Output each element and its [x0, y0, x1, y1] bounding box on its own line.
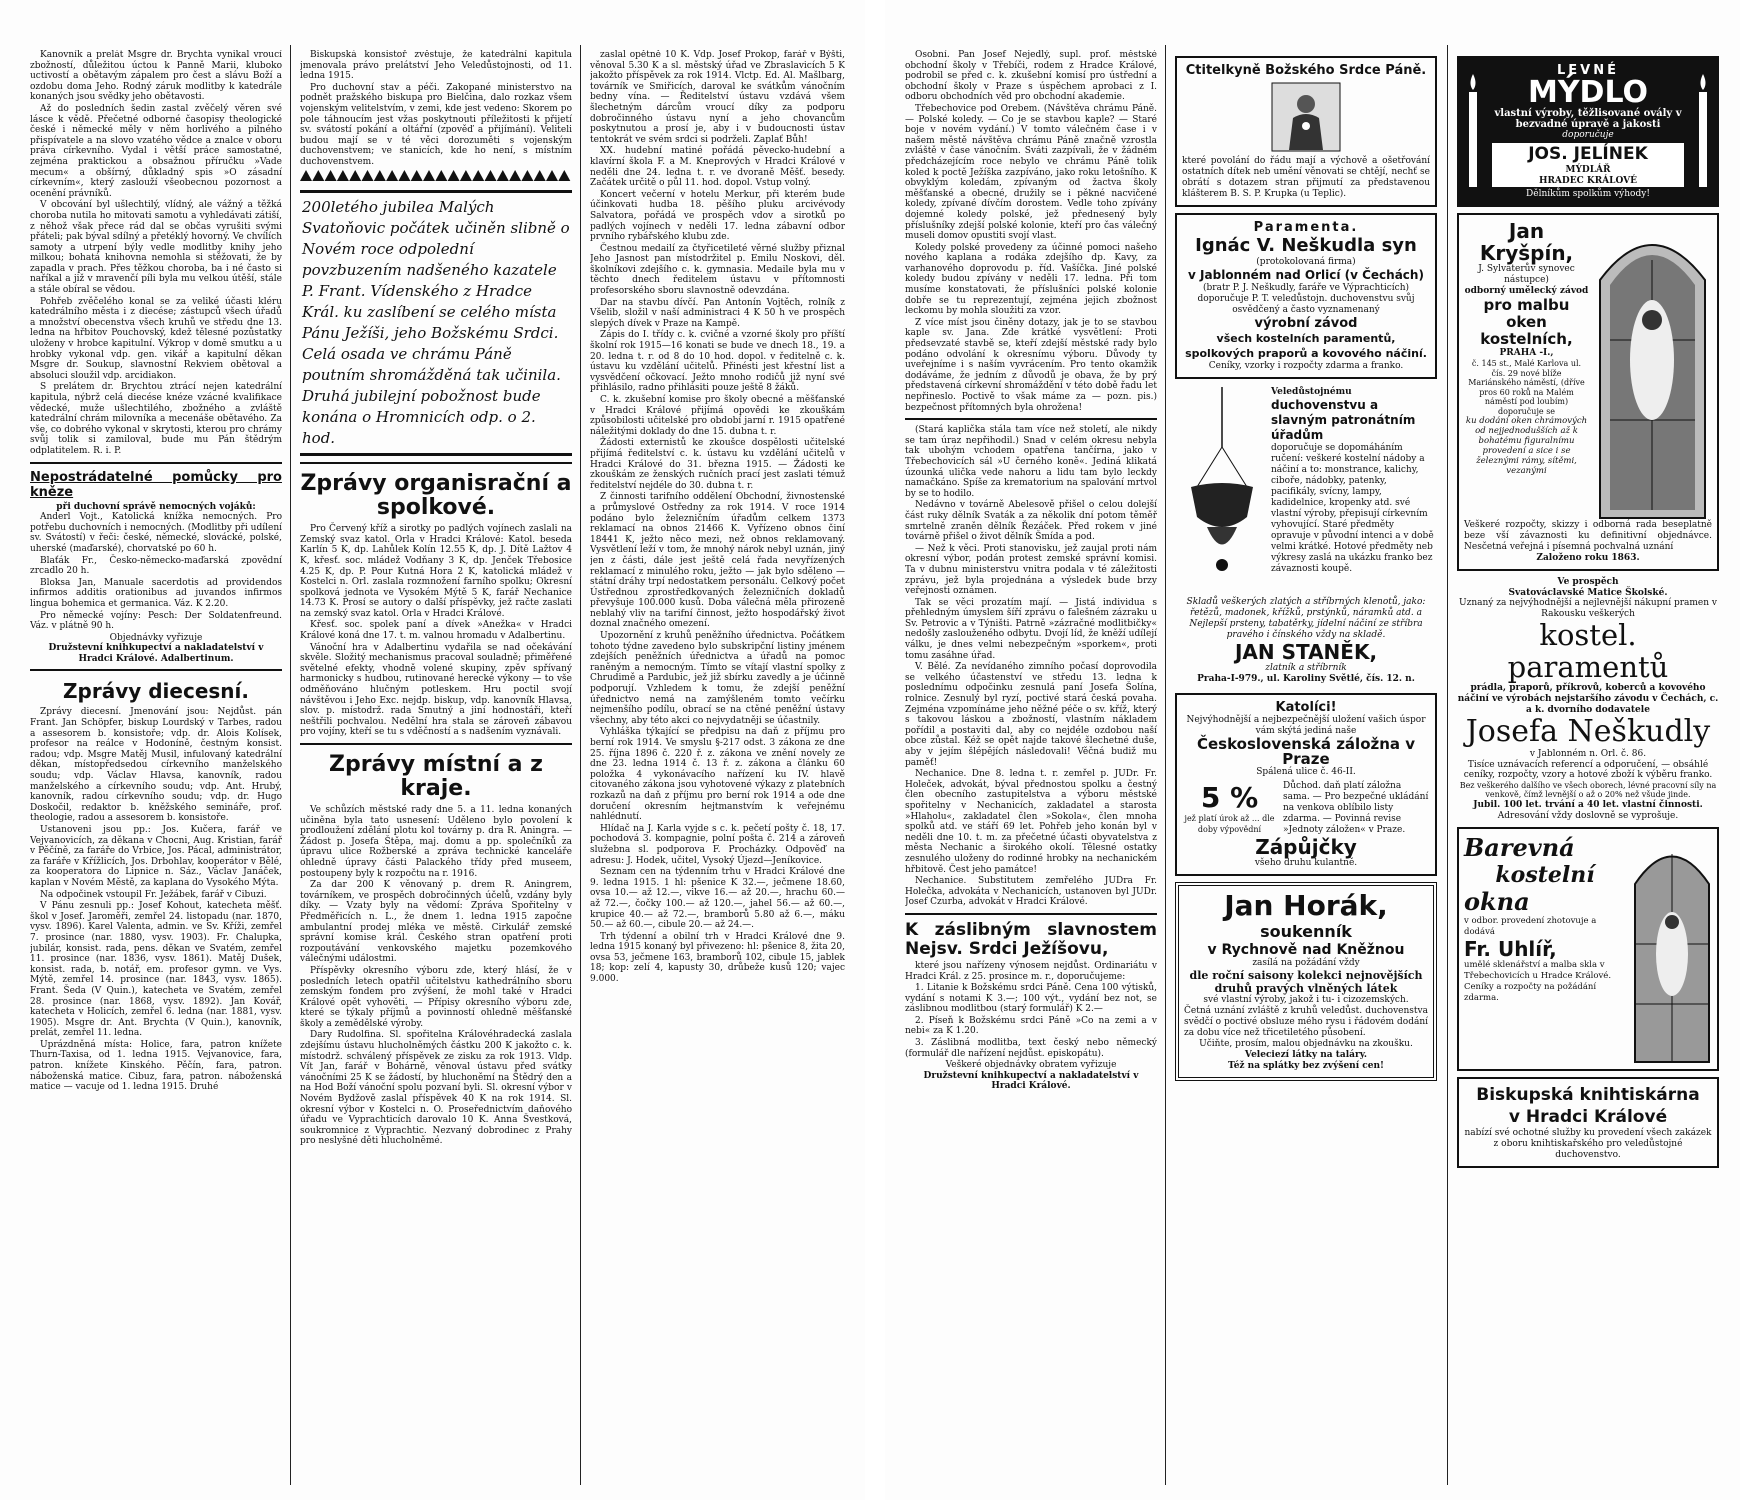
ad-line: nabízí své ochotné služby ku provedení všech zakázek z oboru knihtiskařského pro veledůstojné duchovenstvo.: [1464, 1128, 1712, 1161]
column-rule: [290, 45, 291, 1485]
ad-footer: Ceníky, vzorky i rozpočty zdarma a franko.: [1208, 361, 1404, 371]
article-paragraph: Uprázdněná místa: Holice, fara, patron knížete Thurn-Taxisa, od 1. ledna 1915. Vejvanovice, fara, patron. knížete Kinského. Pěčín, fara, patron. náboženská matice. Cibuz, fara, patron. náboženská matice — vacuje od 1. ledna 1915. Druhé: [30, 1039, 282, 1093]
article-paragraph: Nechanice. Substitutem zemřelého JUDra Fr. Holečka, advokáta v Nechanicích, ustanoven byl JUDr. Josef Czurba, advokát v Hradci Králové.: [905, 876, 1157, 908]
section-heading: Zprávy místní a z kraje.: [329, 752, 543, 801]
divider: [30, 669, 282, 671]
ad-text: které povolání do řádu mají a výchově a ošetřování ostatních dítek neb umění věnovati se chtějí, nechť se obrátí s dotazem stran přijmutí za představenou klášterem B. S. P. Krupka (u Teplic).: [1182, 156, 1430, 199]
ad-jan-stanek: [1175, 385, 1437, 687]
ad-line: ku dodání oken chrámových od nejjednodušších až k bohatému figuralnímu provedení a sice i se železnými rámy, sítěmi, vezanými: [1465, 416, 1588, 476]
right-column-1: [905, 50, 1157, 1480]
ad-big-title: kostel. paramentů: [1507, 618, 1669, 685]
ad-line: v Hradci Králové: [1508, 1107, 1668, 1128]
article-paragraph: Nedávno v továrně Abelesově přišel o celou dolejší část ruky dělník Svaták a za několik dní potom těměř smrtelně zraněn dělník Řezáček. Před rokem v jiné továrně přišel o život dělník Šmída a pod.: [905, 500, 1157, 543]
ad-item: Veškeré objednávky obratem vyřizuje: [945, 1060, 1117, 1071]
ad-text: (bratr P. J. Neškudly, faráře ve Výprachticích) doporučuje P. T. veledůstojn. duchovenstvu svůj osvědčený a často vyznamenaný: [1197, 283, 1415, 315]
article-paragraph: Seznam cen na týdenním trhu v Hradci Králové dne 9. ledna 1915. 1 hl: pšenice K 32.—, ječmene 18.60, ovsa 10.— až 12.—, vikve 16.— až 20.—, hrachu 60.— až 72.—, čočky 100.— až 120.—, jahel 56.— až 60.—, krupice 40.— až 72.—, bramborů 5.80 až 6.—, máku 50.— až 60.—, cibule 20.— až 24.—.: [590, 867, 845, 931]
ad-text: Veškeré rozpočty, skizzy i odborná rada beseplatně beze vší závaznosti ku definitivní objednávce. Nesčetná veřejná i písemná pochvalná uznání: [1464, 520, 1712, 552]
stained-window-icon: [1595, 220, 1710, 520]
ad-line: Ceníky a rozpočty na požádání zdarma.: [1464, 982, 1597, 1004]
orders-line: Objednávky vyřizuje: [109, 632, 203, 643]
ad-text: své vlastní výroby, jakož i tu- i cizozemských.: [1203, 995, 1409, 1005]
divider: [905, 418, 1157, 420]
article-paragraph: Tak se věci prozatím mají. — Jistá individua s přehledným úmyslem šíří zprávu o falešném zázraku u Sv. Petrovic a v Týništi. Patrně »zázračné modlitbičky« nedošly zaslouženého odbytu. Dvojí líd, že kněží udílejí válku, je dnes velmi nebezpečným »sporkem«, proti tomu zasáhne úřad.: [905, 597, 1157, 661]
ad-line: HRADEC KRÁLOVÉ: [1538, 176, 1638, 186]
page-gutter: [865, 0, 885, 1500]
ad-line: prádla, praporů, příkrovů, koberců a kovového náčiní ve výrobách nejstaršího závodu v Čechách, c. a k. dvorního dodavatele: [1457, 683, 1719, 715]
article-paragraph: (Stará kaplička stála tam více než století, ale nikdy se tam úraz nepřihodil.) Snad v celém okresu nebyla tak ubohým vchodem opatřena tančírna, jako v Třebechovicích sál »U černého koně«. Jediná klikatá úzounká ulička vede nahoru a lidu tam bylo leckdy namačkáno. Spíše za krematorium na spalování mrtvol by se to hodilo.: [905, 425, 1157, 499]
article-paragraph: Ustanoveni jsou pp.: Jos. Kučera, farář ve Vejvanovicích, za děkana v Chocni, Aug. Kristian, farář v Pěčíně, za faráře do Vrbice, Jos. Pácal, administrátor, za faráře v Křížlicích, Jos. Drbohlav, kooperátor v Bělé, za kooperatora do Lipnice n. Sáz., Václav Janáček, kaplan v Novém Městě, za kaplana do Vysokého Mýta.: [30, 825, 282, 888]
article-paragraph: Křesť. soc. spolek paní a dívek »Anežka« v Hradci Králové koná dne 17. t. m. valnou hromadu v Adalbertinu.: [300, 620, 572, 642]
ad-firm: (protokolovaná firma): [1256, 257, 1356, 267]
article-paragraph: Na odpočinek vstoupil Fr. Ježábek, farář v Cibuzi.: [40, 889, 267, 900]
ad-subtitle: všech kostelních paramentů, spolkových praporů a kovového náčiní.: [1185, 332, 1427, 360]
article-paragraph: Z více míst jsou činěny dotazy, jak je to se stavbou kaple sv. Jana. Zde krátké vysvětlení: Proti předsevzaté stavbě se, kteří zdejší městské rady bylo podáno odvolání k okresnímu výboru. Důvody ty uveřejníme i s naším vyvrácením. Pro tento okamžik dodáváme, že jedním z důvodů je obava, že by prý představená církevní shromáždění v této době řadu let nepřineslo. Poctivě to však máme za — pozn. pis.) bezpečnost přítomných byla ohrožena!: [905, 317, 1157, 413]
ad-subtitle: zlatník a stříbrník: [1265, 663, 1347, 673]
article-paragraph: zaslal opětně 10 K. Vdp. Josef Prokop, farář v Býšti, věnoval 5.30 K a sl. městský úřad ve Zbraslavicích 5 K jakožto příspěvek za rok 1914. Vlctp. Ed. Al. Mašlbarg, továrník ve Smiřicích, daroval ke svátkům vánočním bedny vína. — Ředitelství ústavu vzdává všem šlechetným dárcům vroucí díky za podporu dobročinného ústavu nyní a jeho chovancům poskytnutou a prosí je, aby i v budoucnosti ústav tentokrát ve svém srdci si podrželi. Zaplať Bůh!: [590, 50, 845, 145]
ad-name: Fr. Uhlíř,: [1464, 937, 1557, 962]
article-paragraph: Zprávy diecesní. Jmenování jsou: Nejdůst. pán Frant. Jan Schöpfer, biskup Lourdský v Tarbes, radou a assesorem b. konsistoře; vdp. dr. Alois Kolísek, profesor na reálce v Hodoníně, čestným konsist. radou; vdp. Msgre Matěj Musil, infulovaný katedrální děkan, místopředsedou církevního manželského soudu; vdp. Václav Hlavsa, kanovník, radou manželského a církevního soudu; vdp. Ant. Hrubý, kanovník, radou církevního soudu; vdp. dr. Hugo Doskočil, redaktor b. kněžského semináře, prof. theologie, radou a assesorem b. konsistoře.: [30, 707, 282, 824]
ad-name: Josefa Neškudly: [1465, 714, 1711, 750]
ad-line: Tisíce uznávacích referencí a odporučení, — obsáhlé ceníky, rozpočty, vzory a hotové zboží k výběru franko.: [1463, 759, 1713, 781]
article-paragraph: Osobní. Pan Josef Nejedlý, supl. prof. městské obchodní školy v Třebíči, rodem z Hradce Králové, podrobil se před c. k. zkušební komisí pro ústřední a obchodní školy v Praze s úspěchem aprobaci z I. odboru obchodních věd pro obchodní akademie.: [905, 50, 1157, 103]
article-paragraph: Za dar 200 K věnovaný p. drem R. Aningrem, továrníkem, ve prospěch dobročinných účelů, vzdány byly díky. — Vzaty byly na vědomí: Zpráva Spořitelny v Předměřicích n. L., že dnem 1. ledna 1915 započne ambulantní prodej mléka ve městě. Cirkulář zemské správní komise král. Českého stran opatření proti rozpoutávání venkovského majetku pozemkového válečnými událostmi.: [300, 880, 572, 965]
sacred-heart-icon: [1271, 82, 1341, 152]
ad-line: Uznaný za nejvýhodnější a nejlevnější nákupní pramen v Rakousku veškerých: [1459, 598, 1717, 619]
article-paragraph: Hlídač na J. Karla vyjde s c. k. pečetí pošty č. 18, 17. pochodová 3. kompagnie, polní pošta č. 214 a zároveň služebna sl. podporova F. Procházky. Odpověď na adresu: J. Hodek, učitel, Vysoký Újezd—Jeníkovice.: [590, 823, 845, 866]
ad-body: [1464, 63, 1712, 200]
column-rule: [1165, 45, 1166, 1485]
ad-name: Jan Horák,: [1224, 889, 1388, 922]
book-entry: Blaťák Fr., Česko-německo-maďarská zpovědní zrcadlo 20 h.: [30, 555, 282, 577]
article-paragraph: Dar na stavbu dívčí. Pan Antonín Vojtěch, rolník z Všelib, složil v naší administraci 4 K 50 h ve prospěch slepých dívek v Praze na Kampě.: [590, 297, 845, 329]
ad-line: Dělníkům spolkům výhody!: [1526, 189, 1650, 199]
ad-body: [1177, 387, 1435, 597]
left-page: [0, 0, 865, 1500]
ad-title: Veledůstojnému: [1271, 387, 1352, 397]
section-heading: Nepostrádatelné pomůcky pro kněze: [30, 469, 282, 500]
divider: [300, 743, 572, 745]
article-paragraph: Až do posledních šedin zastal zvěčelý věren své lásce k vědě. Přečetné odborné časopisy theologické české i německé měly v něm horlivého a pilného přispívatele a na slovo vzatého vědce a znalce v oboru práva církevního. Vydal i větší práce samostatné, zejména praktickou a obsažnou příručku »Vade mecum« a obšírný, důkladný spis »O zásadní církevním«, který zaslouží všeobecnou pozornost a ocenění právníků.: [30, 103, 282, 199]
article-paragraph: Ve schůzích městské rady dne 5. a 11. ledna konaných učiněna byla tato usnesení: Uděleno bylo povolení k prodloužení zdělání plotu kol továrny p. dra R. Aningra. — Žádost p. Josefa Štěpa, maj. domu a pp. společníků za úpravu ulice Rožberské a zpráva technické kanceláře ohledně úpravy části Palackého třídy před museem, postoupeny byly k rozpočtu na r. 1916.: [300, 805, 572, 879]
ad-line: MÝDLO: [1527, 75, 1649, 110]
jubilee-notice: 200letého jubilea Malých Svatoňovic počátek učiněn slibně o Novém roce odpolední povzbuzením nadšeného kazatele P. Frant. Vídenského z Hradce Král. ku zaslíbení se celého místa Pánu Ježíši, jeho Božskému Srdci. Celá osada ve chrámu Páně poutním shromážděná tak učinila. Druhá jubilejní pobožnost bude konána o Hromnicích odp. o 2. hod.: [300, 190, 572, 456]
ad-name: JOS. JELÍNEK: [1528, 144, 1648, 164]
book-entry: Pro německé vojíny: Pesch: Der Soldatenfreund. Váz. v plátně 90 h.: [30, 610, 282, 632]
candle-icon: [1694, 72, 1712, 192]
article-paragraph: Trh týdenní a obilní trh v Hradci Králové dne 9. ledna 1915 konaný byl přivezeno: hl: pšenice 8, žita 20, ovsa 53, ječmene 163, bramborů 102, cibule 15, jablek 18; kop: zelí 4, kapusty 30, drůbeže kusů 120; vajec 9.000.: [590, 931, 845, 985]
ad-side-text: Důchod. daň platí záložna sama. — Pro bezpečné ukládání na venkova oblíbilo listy zdarma. — Povinná revise »Jednoty záložen« v Praze.: [1283, 781, 1429, 835]
interest-rate: 5 %: [1200, 780, 1259, 814]
article-paragraph: Žádosti externistů ke zkoušce dospělosti učitelské přijímá ředitelství c. k. ústavu ku vzdělání učitelů v Hradci Králové do 31. března 1915. — Žádosti ke zkouškám ze ženských ručních prací jest zaslati témuž ředitelství nejdéle do 30. dubna t. r.: [590, 438, 845, 491]
ad-loans: Zápůjčky: [1255, 835, 1357, 859]
ad-paramenta: [1175, 213, 1437, 379]
article-paragraph: Kanovník a prelát Msgre dr. Brychta vynikal vroucí zbožností, důležitou úctou k Panně Marii, kluboko uctivostí a obětavým zápalem pro čest a slávu Boží a ozdobu doma Jeho. Rodný záruk modlitby k katedrále konaných jsou svědky jeho obětavosti.: [30, 50, 282, 103]
ad-jelinek-soap: [1457, 56, 1719, 207]
article-paragraph: Koncert večerní v hotelu Merkur, při kterém bude účinkovati hudba 18. pěšího pluku arcivévody Salvatora, pořádá ve prospěch vdov a sirotků po padlých vojínech v neděli 17. ledna zábavní odbor prvního rybářského klubu zde.: [590, 189, 845, 243]
ad-name: JAN STANĚK,: [1234, 640, 1378, 664]
ad-title: duchovenstvu a slavným patronátním úřadům: [1271, 398, 1416, 442]
ad-sacred-heart: [1175, 56, 1437, 207]
book-entry: Bloksa Jan, Manuale sacerdotis ad providendos infirmos additis orationibus ad juvandos infirmos lingua bohemica et germanica. Váz. K 2.20.: [30, 577, 282, 609]
article-paragraph: Biskupská konsistoř zvěstuje, že katedrální kapitula jmenovala právo prelátství Jeho Veledůstojnosti, od 11. ledna 1915.: [300, 50, 572, 82]
ad-text: Učiňte, prosím, malou objednávku na zkoušku.: [1199, 1039, 1413, 1049]
ad-item: 3. Záslibná modlitba, text český nebo německý (formulář dle nařízení nejdůst. episkopátu).: [905, 1038, 1157, 1059]
ad-line: Ve prospěch: [1557, 577, 1619, 587]
ad-jan-horak: [1175, 882, 1437, 1081]
left-column-3: [590, 50, 845, 1480]
ad-footer: Též na splátky bez zvýšení cen!: [1228, 1061, 1384, 1071]
ad-name-box: [1492, 143, 1684, 187]
ad-loans-sub: všeho druhu kulantně.: [1254, 858, 1358, 868]
ad-line: Barevná: [1464, 833, 1575, 863]
ad-line: Bez veškerého dalšího ve všech oborech, lévné pracovní síly na venkově, čímž levnější o až o 20% než všude jinde.: [1459, 780, 1717, 800]
ad-line: č. 145 st., Malé Karlova ul. čís. 29 nové blíže Mariánského náměstí, (dříve pros 60 roků na Malém náměstí pod loubím) doporučuje se: [1468, 359, 1585, 416]
lamp-icon: [1177, 387, 1267, 597]
ad-item: 2. Píseň k Božskému srdci Páně »Co na zemi a v nebi« za K 1.20.: [905, 1015, 1157, 1037]
article-paragraph: V obcování byl ušlechtilý, vlídný, ale vážný a těžká choroba nutila ho mitovati samotu a vyhledávati zátiší, z něhož však přece rád dal se občas vyrušiti svými přáteli; pak býval sdílný a přetéklý hovorný. Ve chvílích samoty a utrpení býly vedle modlitby knihy jeho milkou; bohatá knihovna nemohla si stěžovati, že by zapadla v prach. Přes těžkou choroba, ba i né často si naříkal a již v mravenčí píli byla mu velkou útěší, stále a stále obíral se vědou.: [30, 200, 282, 296]
ad-line: J. Sylvaterův synovec nástupce): [1478, 264, 1575, 285]
article-paragraph: V. Bělé. Za nevídaného zimního počasí doprovodila se velkého účastenství ve středu 13. ledna k poslednímu odpočinku zesnulá paní Josefa Šolína, rolnice. Zesnulý byl ryzí, poctivé stará česká povaha. Zejména vzpomínáme jeho něžné péče o sv. kříž, který s takovou láskou a zbožností, vlastním nákladem pořídil a postaviti dal, aby co nejdéle ozdobou naší obce zůstal. Kéž se opět najde takové šlechetné duše, aby v jejím šlépějích následovali! Věčná budiž mu paměť!: [905, 662, 1157, 768]
section-heading: Zprávy diecesní.: [63, 679, 249, 704]
ad-line: Založeno roku 1863.: [1536, 553, 1640, 563]
article-paragraph: Třebechovice pod Orebem. (Návštěva chrámu Páně. — Polské koledy. — Co je se stavbou kaple? — Staré boje v novém vydání.) V tomto válečném čase i v našem městě návštěva chrámu Páně značně vzrostla zvláště v čase vánočním. Sváti zazpívali, že v žádném předcházejícím roce nebylo ve chrámu Páně tolik koled k poctě Ježíška zazpíváno, jako roku letošního. K obvyklým koledám, zpívaným od žactva školy měšťanské a obecné, družily se i pěkné nacvičené koledy, zpívané dívčím dorostem. Vedle toho zpívány dojemné koledy polské, jež přednesený byly příslušníky zdejší polské kolonie, kteří pro čas válečný museli domov opustiti svojí vlast.: [905, 103, 1157, 242]
ad-line: doporučuje: [1562, 130, 1614, 140]
stained-window-icon: [1632, 834, 1712, 1064]
ad-heading: K záslibným slavnostem Nejsv. Srdci Ježíšovu,: [905, 919, 1157, 959]
ad-line: pro malbu oken kostelních,: [1480, 296, 1573, 348]
article-paragraph: Vyhláška týkající se předpisu na daň z příjmu pro berní rok 1914. Ve smyslu §-217 odst. 3 zákona ze dne 25. října 1896 č. 220 ř. z. zákona ve znění novely ze dne 23. ledna 1914 č. 13 ř. z. zákona a článku 60 položka 4 vykonávacího nařízení ku IV. hlavě citovaného zákona jsou vyhotovené výkazy z platebních rozkazů na daň z příjmu pro berní rok 1914 a ode dne doručení okresním hejtmanstvím k veřejnému nahlédnutí.: [590, 727, 845, 823]
left-column-2: [300, 50, 572, 1480]
ad-title: Ctitelkyně Božského Srdce Páně.: [1185, 63, 1427, 78]
article-paragraph: XX. hudební matiné pořádá pěvecko-hudební a klavírní škola F. a M. Kneprových v Hradci Králové v neděli dne 24. ledna t. r. ve dvoraně Měšť. besedy. Začátek určitě o půl 11. hod. dopol. Vstup volný.: [590, 146, 845, 189]
article-paragraph: Pohřeb zvěčelého konal se za veliké účasti kléru katedrálního města i z diecése; zástupců všech úřadů a množství obecenstva všech kruhů ve středu dne 13. ledna na hřbitov Pouchovský, kdež tělesné pozůstatky uloženy v hrobce kapitulní. Výkrop v domě smutku a u hrobky vykonal vdp. gen. vikář a kapitulní děkan Msgre dr. Soukup, slavnostní Rekviem obětoval a absoluci sloužil vdp. arcidiakon.: [30, 296, 282, 381]
article-paragraph: Pro Červený kříž a sirotky po padlých vojínech zaslali na Zemský svaz katol. Orla v Hradci Králové: Katol. beseda Karlín 5 K, dp. Lahůlek Kolín 12.55 K, dp. J. Dítě Lažtov 4 K, křesť. soc. mládež Vodňany 3 K, dp. Jenček Třebosice 4.25 K, dp. P. Pour Kutná Hora 2 K, katolická mládež v Kostelci n. Orl. zaslala rozmnožení farního spolku; Okresní spolková jednota ve Vysokém Mýtě 5 K, farář Nechanice 14.73 K. Prosí se autory o další příspěvky, jež račte zaslati na zemský svaz katol. Orla v Hradci Králové.: [300, 524, 572, 619]
divider: [300, 462, 572, 464]
right-column-2: [1175, 50, 1437, 1480]
article-paragraph: Příspěvky okresního výboru zde, který hlásí, že v posledních letech opatřil učitelstvu kathedrálního sboru zemským fondem pro zvýšení, že mohl také v Hradci Králové opět vyhověti. — Přípisy okresního výboru zde, které se týkaly příjmů a povinností ohledně měšťanské školy a zemědělské výroby.: [300, 965, 572, 1029]
ad-line: Paramenta.: [1253, 220, 1359, 235]
left-column-1: [30, 50, 282, 1480]
ad-knihtiskarna: [1457, 1077, 1719, 1168]
ad-neskudla: [1457, 577, 1719, 821]
ad-name: Jan Kryšpín,: [1479, 219, 1574, 265]
ad-text: doporučuje se dopomáháním ručení: veškeré kostelní nádoby a náčiní a to: monstrance, kalichy, ciboře, nádobky, patenky, pacifikály, svícny, lampy, kadidelnice, kropenky atd. své vlastní výroby, přepisují církevním vyhovující. Staré předměty opravuje v původní intenci a v době velmi krátké. Hotové předměty neb výkresy zaslá na ukázku franko bez závaznosti koupě.: [1271, 443, 1434, 574]
article-paragraph: Vánoční hra v Adalbertinu vydařila se nad očekávání skvěle. Složitý mechanismus pracoval souladně; přiměřené světelné efekty, vhodně volené skupiny, zpěv spřívaný harmonicky s hudbou, rutinované herecké výkony — to vše odměňováno hlučným potleskem. Hru poctil svojí návštěvou i Jeho Exc. nejdp. biskup, vdp. kanovník Hlavsa, slov. p. místodrž. rada Smutný a jiní hodnostáři, kteří neštřili pochvalou. Nedělní hra stala se zároveň zábavou pro vojíny, kteří se tu s vděčností a s nadšením vyznávali.: [300, 642, 572, 738]
right-column-3: [1457, 50, 1719, 1480]
divider: [905, 913, 1157, 915]
ad-rate-row: [1182, 781, 1430, 836]
ad-text: zasílá na požádání vždy: [1252, 958, 1360, 968]
article-paragraph: Nechanice. Dne 8. ledna t. r. zemřel p. JUDr. Fr. Holeček, advokát, býval přednostou spolku a čestný člen obecního zastupitelstva a výboru městské spořitelny v Nechanicích, zakladatel a starosta »Hlaholu«, zakladatel člen »Sokola«, člen mnoha spolků atd. ve stáří 69 let. Pohřeb jeho konán byl v neděli dne 10. t. m. za přečetné účasti obyvatelstva z města Nechanic a širokého okolí. Tělesné ostatky zesnulého uloženy do rodinné hrobky na nechanickém hřbitově. Čest jeho památce!: [905, 769, 1157, 875]
ad-line: MÝDLÁŘ: [1565, 165, 1611, 175]
article-paragraph: S prelátem dr. Brychtou ztrácí nejen katedrální kapitula, nýbrž celá diecése knéze vzácné kvalifikace vědecké, muže ušlechtilého, zbožného a zvláště katedrální chrám milovníka a mecenáše obětavého. Za vše, co dobrého vykonal v skrytosti, kterou pro chrámy svůj tolik si zamiloval, bude mu Pán štědrým odplatitelem. R. i. P.: [30, 382, 282, 456]
ad-line: kostelní: [1495, 862, 1595, 889]
candle-icon: [1464, 72, 1482, 192]
ad-trade: soukenník: [1260, 922, 1352, 941]
right-page: [885, 0, 1740, 1500]
article-paragraph: Čestnou medailí za čtyřicetileté věrné služby přiznal Jeho Jasnost pan místodržitel p. Emilu Noskovi, děl. školníkovi zdejšího c. k. gymnasia. Medaile byla mu v těchto dnech ředitelem ústavu v přítomnosti profesorského sboru slavnostně odevzdána.: [590, 243, 845, 297]
ad-text-block: [1271, 387, 1435, 575]
ad-line: v odbor. provedení zhotovuje a dodává: [1464, 916, 1597, 938]
book-entry: Anderl Vojt., Katolická knížka nemocných. Pro potřebu duchovních i nemocných. (Modlitby při udílení sv. Svátostí) v řeči: české, německé, slovácké, polské, uherské (maďarské), chorvatské po 60 h.: [30, 512, 282, 554]
ad-address: Praha-I-979., ul. Karoliny Světlé, čís. 12. n.: [1197, 674, 1415, 684]
ad-line: okna: [1464, 887, 1530, 917]
publisher-line: Družstevní knihkupectví a nakladatelství v Hradci Králové. Adalbertinum.: [48, 643, 264, 664]
ad-text: dle roční saisony kolekci nejnovějších druhů pravých vlněných látek: [1189, 969, 1423, 995]
article-paragraph: C. k. zkušební komise pro školy obecné a měšťanské v Hradci Králové přijímá opovědi ke zkouškám způsobilosti učitelské pro období jarní r. 1915 opatřené náležitými doklady do dne 15. dubna t. r.: [590, 395, 845, 437]
ad-text-block: [1464, 220, 1589, 520]
ad-name: Ignác V. Neškudla syn: [1195, 235, 1417, 256]
ad-line: vlastní výroby, těžlisované ovály v bezvadné úpravě a jakosti: [1494, 108, 1682, 130]
ad-rate-block: [1182, 780, 1277, 835]
article-paragraph: Koledy polské provedeny za účinné pomoci našeho nového kaplana a rodáka zdejšího dp. Kavy, za varhanového doprovodu p. říd. Vašíčka. Jiné polské koledy budou zpívány v neděli 17. ledna. Při tom musíme konstatovati, že příslušníci polské kolonie dobře se tu reprezentují, zejména jejich zbožnost leckomu by mohla sloužiti za vzor.: [905, 242, 1157, 317]
ad-zalozna: [1175, 693, 1437, 876]
divider: [30, 462, 282, 464]
ornament-rule: [300, 169, 572, 181]
ad-footer: Družstevní knihkupectví a nakladatelství v Hradci Králové.: [923, 1070, 1139, 1092]
ad-text-block: [1464, 834, 1626, 1064]
ad-line: Svatováclavské Matice Školské.: [1508, 587, 1668, 598]
ad-line: Adresování vždy doslovně se vyprošuje.: [1497, 810, 1679, 821]
article-paragraph: Zápis do I. třídy c. k. cvičné a vzorné školy pro příští školní rok 1915—16 konati se bude ve dnech 18., 19. a 20. ledna t. r. od 8 do 10 hod. dopol. v ředitelně c. k. ústavu ku vzdělání učitelů. Přinésti jest křestní list a vysvědčení očkovací. Ježto mnoho rodičů již nyní své přihlásilo, radno přihlásiti pouze ještě 8 žáků.: [590, 330, 845, 394]
ad-place: v Rychnově nad Kněžnou: [1207, 942, 1405, 958]
article-paragraph: Pro duchovní stav a péči. Zakopané ministerstvo na podnět pražského biskupa pro Bielčina, dalo rozkaz všem vojenským velitelstvím, v zemi, kde jest vedeno: Skorem po pole táhnoucím jest vžas poskytnouti příležitosti k přijetí sv. svátostí pokání a oltářní (zpověď a přijímání). Veliteli budou mají se v té věci dorozuměti s vojenským duchovenstvem; ve stanicích, kde ho není, s místním duchovenstvem.: [300, 82, 572, 167]
ad-item: 1. Litanie k Božskému srdci Páně. Cena 100 výtisků, vydání s notami K 3.—; 100 výt., vydání bez not, se záslibnou modlitbou (starý formulář) K 2.—: [905, 983, 1157, 1015]
ad-place: v Jablonném nad Orlicí (v Čechách): [1188, 268, 1424, 282]
ad-title: Katolíci!: [1275, 700, 1337, 715]
ad-address: Spálená ulice č. 46-II.: [1256, 767, 1356, 777]
article-paragraph: — Než k věci. Proti stanovisku, jež zaujal proti nám okresní výbor, podán protest zemské správní komisi. Ta v dubnu ministerstvu vnitra podala v té záležitosti zprávu, jež byla projednána a výsledek bude brzy veřejnosti oznámen.: [905, 543, 1157, 597]
column-rule: [1447, 45, 1448, 1485]
ad-bank: Československá záložna v Praze: [1196, 735, 1416, 768]
ad-line: PRAHA -I.,: [1499, 348, 1554, 358]
ad-line: Skladů veškerých zlatých a stříbrných klenotů, jako: řetězů, madonek, křížků, prstýnků, náramků atd. a Nejlepší prsteny, tabatěrky, jídelní náčiní ze stříbra pravého i čínského vždy na skladě.: [1186, 597, 1426, 640]
ad-line: LEVNÉ: [1557, 63, 1619, 78]
ad-title: výrobní závod: [1254, 316, 1358, 331]
article-paragraph: Dary Rudolfina. Sl. spořitelna Královéhradecká zaslala zdejšímu ústavu hlucholněmých částku 200 K jakožto c. k. místodrž. schválený příspěvek ze zisku za rok 1913. Vldp. Vít Jan, farář v Bohárně, věnoval ústavu před svátky vánočními 25 K se žádostí, by hluchoněmí na Štědrý den a na Hod Boží vánoční spolu pozvaní byli. Sl. okresní výbor v Novém Bydžově zaslal příspěvek 40 K na rok 1914. Sl. okresní výbor v Kostelci n. O. Proseřednictvím daňového úřadu ve Vyprachticích darovalo 10 K. Anna Švestková, soukromnice z Vyprachtic. Nezvaný dobrodinec z Prahy pro neslyšné děti hlucholněmé.: [300, 1030, 572, 1147]
article-paragraph: Upozornění z kruhů peněžního úřednictva. Počátkem tohoto týdne zavedeno bylo subskripční listiny jménem zdejších peněžních úřednictva a úřadů na pomoc raněným a nemocným. Tímto se vítají vlastní spolky z Chrudimě a Pardubic, jež již sbírku zavedly a je účinně podporují. Vzhledem k tomu, že zdejší peněžní úřednictvo nemá na zamýšleném tomto večírku nejmenšího podílu, obrací se na ctěné peněžní ústavy všechny, aby této akci co nejvydatněji se účastnily.: [590, 631, 845, 726]
article-paragraph: Z činnosti tarifního oddělení Obchodní, živnostenské a průmyslové Ostředny za rok 1914. V roce 1914 podáno bylo železničním úřadům celkem 1373 reklamací na obnos 21466 K. Vyřízeno obnos činí 18441 K, ježto něco mezi, než obnos reklamovaný. Vysvětlení leží v tom, že mnohý nárok nebyl uznán, jiný jen z části, dále jest ještě celá řada nevyřízených reklamací z minulého roku, ježto — jak bylo sděleno — státní dráhy trpí nedostatkem personálu. Celkový počet Ústřednou zprostředkovaných železničních dokladů převyšuje 100.000 kusů. Doba válečná měla přirozeně neblahý vliv na tarifní činnost, ježto hospodářský život doznal značného omezení.: [590, 492, 845, 630]
ad-text-block: [1482, 63, 1694, 200]
ad-text: Veleciezí látky na taláry.: [1244, 1050, 1368, 1060]
column-rule: [580, 45, 581, 1485]
ad-uhlir: [1457, 827, 1719, 1071]
ad-kryspin: [1457, 213, 1719, 571]
ad-intro: které jsou nařízeny výnosem nejdůst. Ordinariátu v Hradci Král. z 25. prosince m. r., doporučujeme:: [905, 960, 1157, 982]
article-paragraph: V Pánu zesnuli pp.: Josef Kohout, katecheta měšť. škol v Josef. Jaroměři, zemřel 24. listopadu (nar. 1870, vysv. 1896). Karel Valenta, admin. ve Sv. Kříži, zemřel 7. prosince (nar. 1880, vysv. 1903). Fr. Chalupka, jubilár, konsist. rada, pens. děkan ve Svatém, zemřel 11. prosince (nar. 1836, vysv. 1861). Matěj Dušek, konsist. rada, b. notář, em. profesor gymn. ve Vys. Mýtě, zemřel 14. prosince (nar. 1843, vysv. 1865). Frant. Šeda (V Quin.), katecheta ve Svatém, zemřel 28. prosince (nar. 1868, vysv. 1892). Jan Kovář, katecheta v Holicích, zemřel 6. ledna (nar. 1881, vysv. 1905). Msgre dr. Ant. Brychta (V Quin.), kanovník, prelát, zemřel 11. ledna.: [30, 901, 282, 1039]
section-subheading: při duchovní správě nemocných vojáků:: [56, 501, 256, 512]
ad-text: Četná uznání zvláště z kruhů veledůst. duchovenstva svědčí o poctivé obsluze mého rysu i řádovém dodání za dobu více než třicetiletého působení.: [1184, 1006, 1428, 1038]
ad-body: [1464, 834, 1712, 1064]
ad-line: umělé sklenářství a malba skla v Třebechovicích u Hradce Králové.: [1464, 960, 1612, 982]
ad-body: [1464, 220, 1712, 520]
ad-line: Biskupská knihtiskárna: [1476, 1085, 1700, 1106]
ad-place: v Jablonném n. Orl. č. 86.: [1529, 749, 1647, 760]
ad-rate-note: jež platí úrok až ... dle doby výpovědní: [1184, 813, 1275, 834]
ad-line: odborný umělecký závod: [1464, 286, 1589, 296]
ad-line: Jubil. 100 let. trvání a 40 let. vlastní činnosti.: [1473, 799, 1703, 810]
ad-text: Nejvýhodnější a nejbezpečnější uložení vašich úspor vám skýtá jediná naše: [1186, 715, 1426, 736]
section-heading: Zprávy organisrační a spolkové.: [300, 471, 572, 521]
